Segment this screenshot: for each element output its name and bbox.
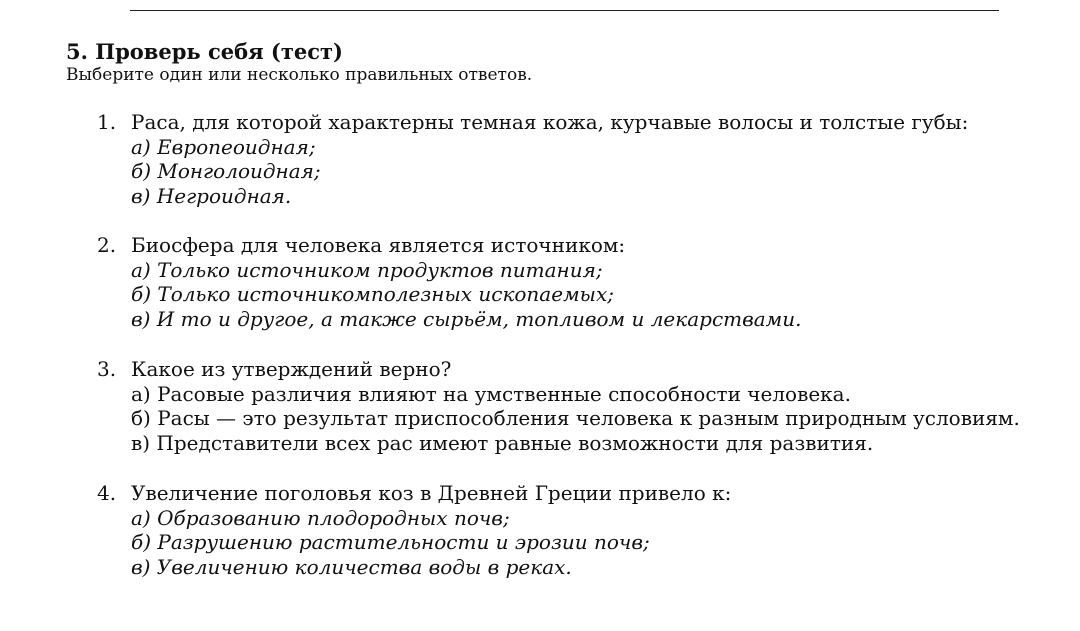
question-4 xyxy=(0,481,1080,580)
answer-option-b[interactable] xyxy=(0,282,1080,307)
option-label: а) Только источником продуктов питания; xyxy=(131,257,603,282)
answer-option-c[interactable] xyxy=(0,307,1080,332)
answer-option-c[interactable] xyxy=(0,555,1080,580)
question-text: Какое из утверждений верно? xyxy=(131,357,452,381)
instructions: Выберите один или несколько правильных ответов. xyxy=(66,65,533,85)
question-number: 1. xyxy=(97,110,117,134)
option-label: а) Европеоидная; xyxy=(131,134,316,159)
answer-option-b[interactable] xyxy=(0,530,1080,555)
answer-option-a[interactable] xyxy=(0,382,1080,407)
question-text: Увеличение поголовья коз в Древней Греции привело к: xyxy=(131,481,732,505)
option-label: б) Расы — это результат приспособления человека к разным природным условиям. xyxy=(131,406,1020,431)
answer-option-a[interactable] xyxy=(0,506,1080,531)
option-label: а) Расовые различия влияют на умственные способности человека. xyxy=(131,381,851,406)
question-text: Биосфера для человека является источником: xyxy=(131,233,626,257)
option-label: б) Монголоидная; xyxy=(131,159,321,184)
option-label: в) Увеличению количества воды в реках. xyxy=(131,555,572,580)
option-label: а) Образованию плодородных почв; xyxy=(131,505,510,530)
question-2 xyxy=(0,233,1080,332)
question-number: 2. xyxy=(97,233,117,257)
top-divider xyxy=(130,10,999,11)
answer-option-b[interactable] xyxy=(0,406,1080,431)
answer-option-b[interactable] xyxy=(0,159,1080,184)
answer-option-a[interactable] xyxy=(0,135,1080,160)
answer-option-c[interactable] xyxy=(0,431,1080,456)
answer-option-a[interactable] xyxy=(0,258,1080,283)
question-number: 4. xyxy=(97,481,117,505)
answer-option-c[interactable] xyxy=(0,184,1080,209)
question-text: Раса, для которой характерны темная кожа, курчавые волосы и толстые губы: xyxy=(131,110,969,134)
section-title: 5. Проверь себя (тест) xyxy=(66,39,343,64)
option-label: в) Представители всех рас имеют равные возможности для развития. xyxy=(131,431,874,456)
option-label: в) И то и другое, а также сырьём, топливом и лекарствами. xyxy=(131,307,802,332)
question-1 xyxy=(0,110,1080,209)
question-number: 3. xyxy=(97,357,117,381)
option-label: б) Только источникомполезных ископаемых; xyxy=(131,282,614,307)
option-label: в) Негроидная. xyxy=(131,184,292,209)
question-3 xyxy=(0,357,1080,456)
option-label: б) Разрушению растительности и эрозии почв; xyxy=(131,530,650,555)
